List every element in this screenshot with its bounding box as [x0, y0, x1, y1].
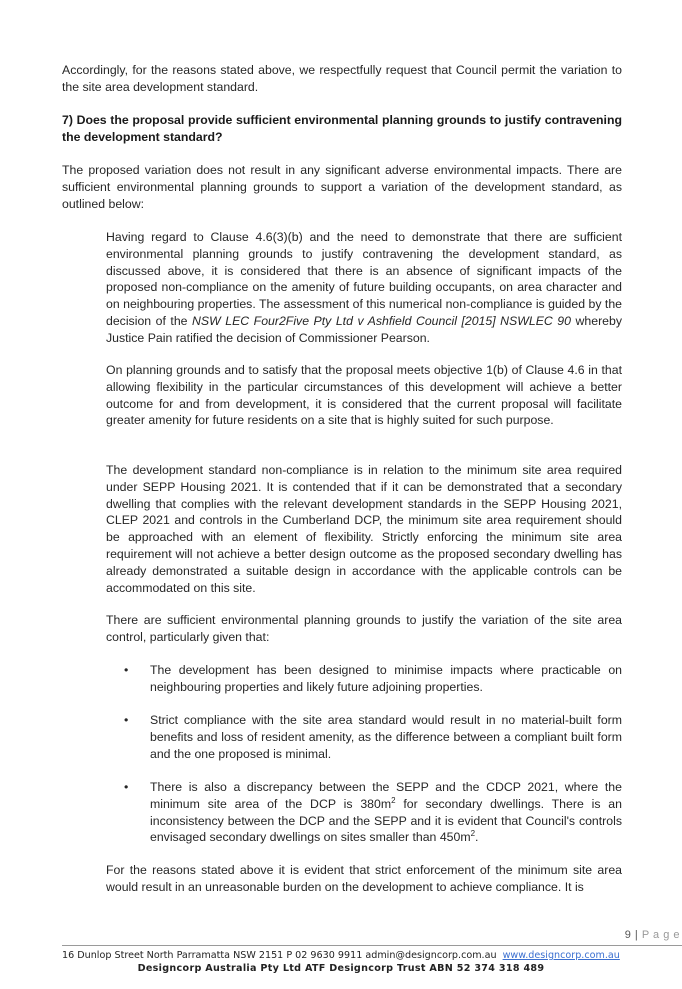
superscript-2: 2 [470, 829, 476, 839]
bullet-3-text-b: for secondary dwellings. There is an inconsistency between the DCP and the SEPP and it is evident that Council's controls envisaged secondary dwellings on sites smaller than 450m [150, 796, 622, 845]
quote-1-text-b: whereby Justice Pain ratified the decision of Commissioner Pearson. [106, 313, 622, 345]
bullet-icon: • [124, 780, 129, 794]
intro-paragraph: Accordingly, for the reasons stated above, we respectfully request that Council permit the variation to the site area development standard. [62, 63, 622, 94]
bullet-3-text-c: . [475, 830, 479, 845]
footer-contact-text: 16 Dunlop Street North Parramatta NSW 2151 P 02 9630 9911 admin@designcorp.com.au [62, 950, 497, 961]
footer-divider [62, 945, 682, 946]
page-number [625, 929, 680, 941]
bullet-text-2: Strict compliance with the site area standard would result in no material-built form benefits and loss of resident amenity, as the difference between a compliant built form and the one proposed is minimal. [150, 713, 622, 761]
bullet-icon: • [124, 663, 129, 677]
footer-company-line: Designcorp Australia Pty Ltd ATF Designcorp Trust ABN 52 374 318 489 [137, 963, 545, 974]
quote-1-text-a: Having regard to Clause 4.6(3)(b) and the need to demonstrate that there are sufficient environmental planning grounds to justify contravening the development standard, as discussed above, it is considered that there is an absence of significant impacts of the proposed non-compliance on the amenity of future building occupants, on area character and on neighbouring properties. The assessment of this numerical non-compliance is guided by the decision of the [106, 230, 622, 328]
quote-paragraph-1 [106, 229, 622, 347]
bullet-item-2 [106, 712, 622, 762]
bullet-text-1: The development has been designed to minimise impacts where practicable on neighbouring properties and likely future adjoining properties. [150, 663, 622, 694]
bullet-icon: • [124, 713, 129, 727]
bullet-3-text-a: There is also a discrepancy between the SEPP and the CDCP 2021, where the minimum site area of the DCP is 380m [150, 780, 622, 811]
page-label: P a g e [641, 929, 680, 941]
page-number-value: 9 [624, 929, 632, 941]
bullet-text-3 [150, 779, 622, 846]
page-number-separator: | [634, 929, 639, 941]
bullet-item-3 [106, 779, 622, 846]
quote-paragraph-5: For the reasons stated above it is evident that strict enforcement of the minimum site area would result in an unreasonable burden on the development to achieve compliance. It is [106, 863, 622, 894]
quote-paragraph-4: There are sufficient environmental planning grounds to justify the variation of the site area control, particularly given that: [106, 613, 622, 644]
quote-paragraph-3: The development standard non-compliance is in relation to the minimum site area required under SEPP Housing 2021. It is contended that if it can be demonstrated that a secondary dwelling that complies with the relevant development standards in the SEPP Housing 2021, CLEP 2021 and controls in the Cumberland DCP, the minimum site area requirement should be approached with an element of flexibility. Strictly enforcing the minimum site area requirement will not achieve a better design outcome as the proposed secondary dwelling has already demonstrated a suitable design in accordance with the applicable controls can be accommodated on this site. [106, 463, 622, 595]
section-heading: 7) Does the proposal provide sufficient environmental planning grounds to justify contravening the development standard? [62, 113, 622, 144]
bullet-item-1 [106, 662, 622, 696]
footer-website-link[interactable]: www.designcorp.com.au [502, 950, 620, 961]
paragraph-overview: The proposed variation does not result in any significant adverse environmental impacts. There are sufficient environmental planning grounds to support a variation of the development standard, as outlined below: [62, 163, 622, 211]
case-citation: NSW LEC Four2Five Pty Ltd v Ashfield Council [2015] NSWLEC 90 [192, 313, 571, 328]
quote-paragraph-2: On planning grounds and to satisfy that the proposal meets objective 1(b) of Clause 4.6 in that allowing flexibility in the particular circumstances of this development will achieve a better outcome for and from development, it is considered that the current proposal will facilitate greater amenity for future residents on a site that is highly suited for such purpose. [106, 363, 622, 428]
superscript-2: 2 [391, 795, 396, 805]
footer-contact-line [62, 949, 620, 962]
